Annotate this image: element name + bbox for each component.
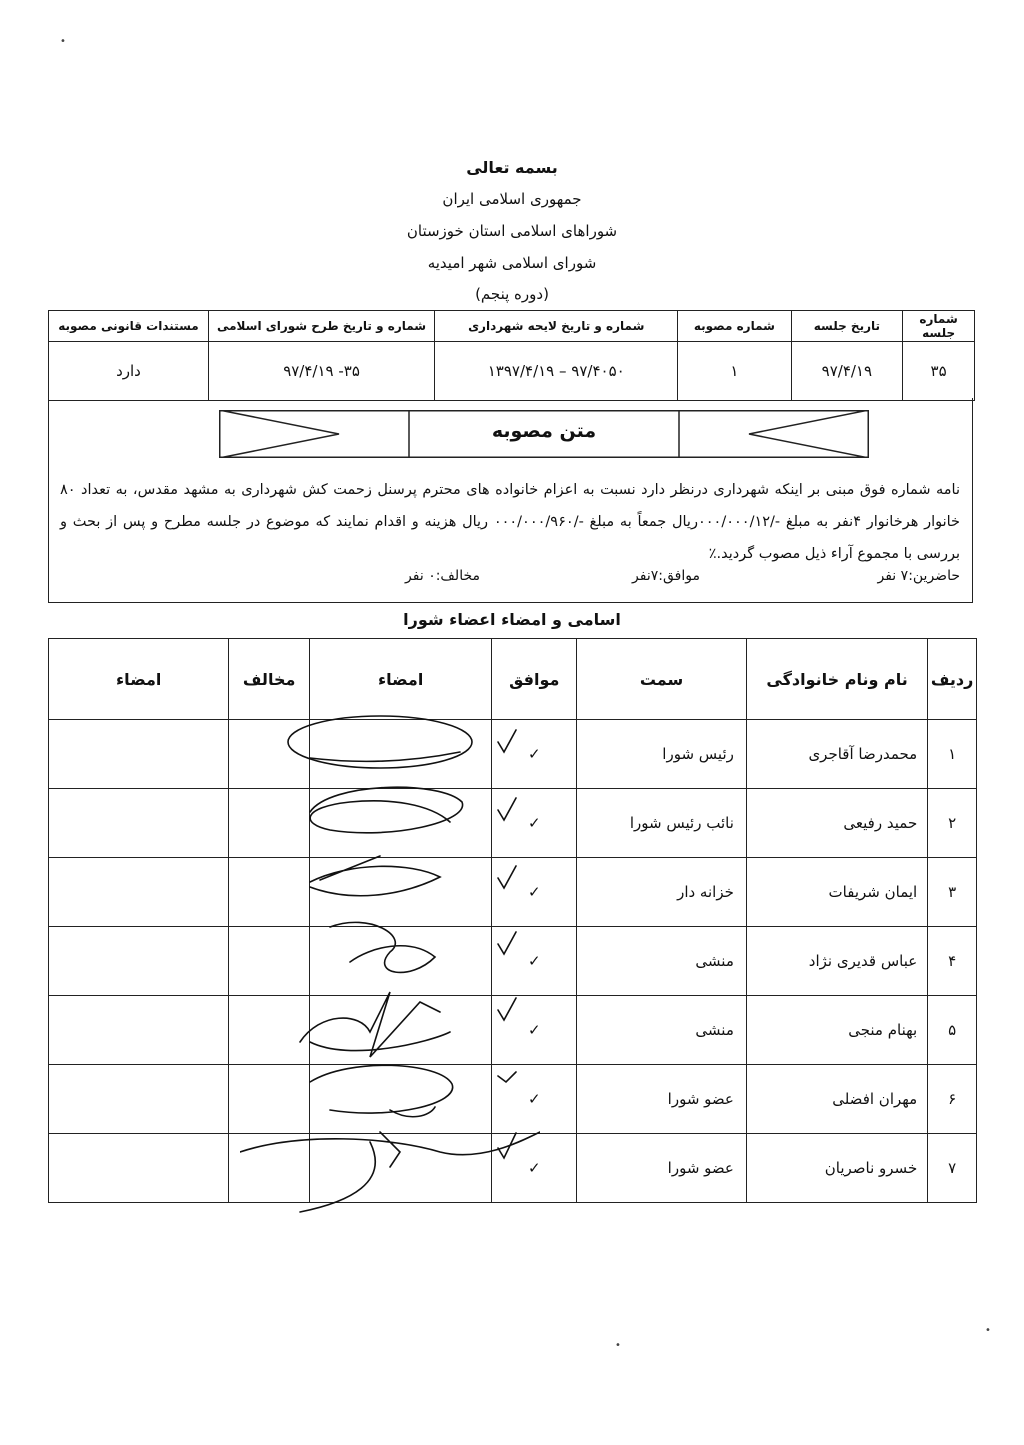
check-icon: [498, 866, 516, 888]
agree-check: ✓: [492, 789, 577, 858]
member-name: ایمان شریفات: [746, 858, 927, 927]
present-count: حاضرین:۷ نفر: [877, 568, 960, 584]
row-number: ۲: [928, 789, 977, 858]
row-number: ۵: [928, 996, 977, 1065]
meta-header-row: [49, 311, 975, 342]
agree-check: ✓: [492, 927, 577, 996]
agree-check: ✓: [492, 720, 577, 789]
check-icon: [498, 798, 516, 820]
scan-artifact: •: [615, 1340, 621, 1351]
meta-header-session-date: تاریخ جلسه: [791, 311, 903, 342]
agree-check: ✓: [492, 996, 577, 1065]
signature-4: [330, 922, 435, 972]
oppose-signature-cell: [49, 1065, 229, 1134]
member-name: عباس قدیری نژاد: [746, 927, 927, 996]
basmala: بسمه تعالی: [466, 158, 558, 177]
oppose-signature-cell: [49, 1134, 229, 1203]
scan-artifact: •: [985, 1325, 991, 1336]
row-number: ۳: [928, 858, 977, 927]
resolution-box: [48, 398, 973, 603]
header-oppose-signature: امضاء: [49, 639, 229, 720]
member-name: خسرو ناصریان: [746, 1134, 927, 1203]
agree-check: ✓: [492, 1134, 577, 1203]
meta-value-row: [49, 342, 975, 401]
header-oppose: مخالف: [229, 639, 310, 720]
vote-summary: [49, 568, 960, 594]
member-role: منشی: [577, 996, 747, 1065]
scan-artifact: •: [60, 36, 66, 47]
meta-bill: ۹۷/۴۰۵۰ – ۱۳۹۷/۴/۱۹: [435, 342, 678, 401]
signature-6: [310, 1065, 453, 1116]
check-icon: [498, 932, 516, 954]
council-term: (دوره پنجم): [475, 285, 549, 303]
header-agree: موافق: [492, 639, 577, 720]
check-icon: [498, 730, 516, 752]
checkmarks-overlay: [492, 728, 522, 1168]
resolution-title: متن مصوبه: [491, 420, 597, 442]
header-agree-signature: امضاء: [309, 639, 491, 720]
header-row-no: ردیف: [928, 639, 977, 720]
resolution-body: نامه شماره فوق مبنی بر اینکه شهرداری درنظر دارد نسبت به اعزام خانواده های محترم پرسنل زحمت کش شهرداری به مشهد مقدس، به تعداد ۸۰ خانوار هرخانوار ۴نفر به مبلغ -/۰۰۰/۰۰۰/۱۲ریال جمعاً به مبلغ -/۰۰۰/۰۰۰/۹۶۰ ریال هزینه و اقدام نمایند که موضوع در جلسه مطرح و پس از بحث و بررسی با مجموع آراء ذیل مصوب گردید.٪: [60, 482, 961, 562]
meta-resolution-no: ۱: [678, 342, 791, 401]
row-number: ۴: [928, 927, 977, 996]
agree-count: موافق:۷نفر: [632, 568, 700, 584]
resolution-banner: [219, 410, 869, 458]
oppose-signature-cell: [49, 720, 229, 789]
member-name: مهران افضلی: [746, 1065, 927, 1134]
oppose-signature-cell: [49, 858, 229, 927]
signature-1: [288, 716, 472, 768]
row-number: ۶: [928, 1065, 977, 1134]
signature-1-tail: [310, 752, 460, 761]
check-icon: [498, 998, 516, 1020]
member-role: خزانه دار: [577, 858, 747, 927]
row-number: ۱: [928, 720, 977, 789]
meta-header-session-no: شماره جلسه: [903, 311, 975, 342]
member-role: عضو شورا: [577, 1065, 747, 1134]
oppose-signature-cell: [49, 927, 229, 996]
member-name: حمید رفیعی: [746, 789, 927, 858]
oppose-count: مخالف:۰ نفر: [405, 568, 480, 584]
row-number: ۷: [928, 1134, 977, 1203]
meta-header-plan: شماره و تاریخ طرح شورای اسلامی: [208, 311, 434, 342]
signature-2: [310, 787, 463, 833]
meta-session-date: ۹۷/۴/۱۹: [791, 342, 903, 401]
member-role: عضو شورا: [577, 1134, 747, 1203]
meta-header-bill: شماره و تاریخ لایحه شهرداری: [435, 311, 678, 342]
session-meta-table: [48, 310, 975, 401]
check-icon: [498, 1133, 516, 1158]
member-role: نائب رئیس شورا: [577, 789, 747, 858]
meta-plan: ۳۵- ۹۷/۴/۱۹: [208, 342, 434, 401]
header-role: سمت: [577, 639, 747, 720]
country-name: جمهوری اسلامی ایران: [442, 190, 582, 208]
oppose-signature-cell: [49, 996, 229, 1065]
member-role: منشی: [577, 927, 747, 996]
agree-check: ✓: [492, 1065, 577, 1134]
member-name: بهنام منجی: [746, 996, 927, 1065]
meta-session-no: ۳۵: [903, 342, 975, 401]
signature-5: [300, 992, 450, 1057]
city-council: شورای اسلامی شهر امیدیه: [427, 254, 597, 272]
oppose-signature-cell: [49, 789, 229, 858]
header-name: نام ونام خانوادگی: [746, 639, 927, 720]
member-name: محمدرضا آقاجری: [746, 720, 927, 789]
signature-3: [310, 856, 440, 896]
meta-header-resolution-no: شماره مصوبه: [678, 311, 791, 342]
meta-header-legal-docs: مستندات قانونی مصوبه: [49, 311, 209, 342]
province-council: شوراهای اسلامی استان خوزستان: [406, 222, 618, 240]
meta-legal-docs: دارد: [49, 342, 209, 401]
members-header-row: [49, 639, 977, 720]
agree-check: ✓: [492, 858, 577, 927]
check-icon: [498, 1072, 516, 1082]
members-title: اسامی و امضاء اعضاء شورا: [403, 610, 621, 629]
member-role: رئیس شورا: [577, 720, 747, 789]
